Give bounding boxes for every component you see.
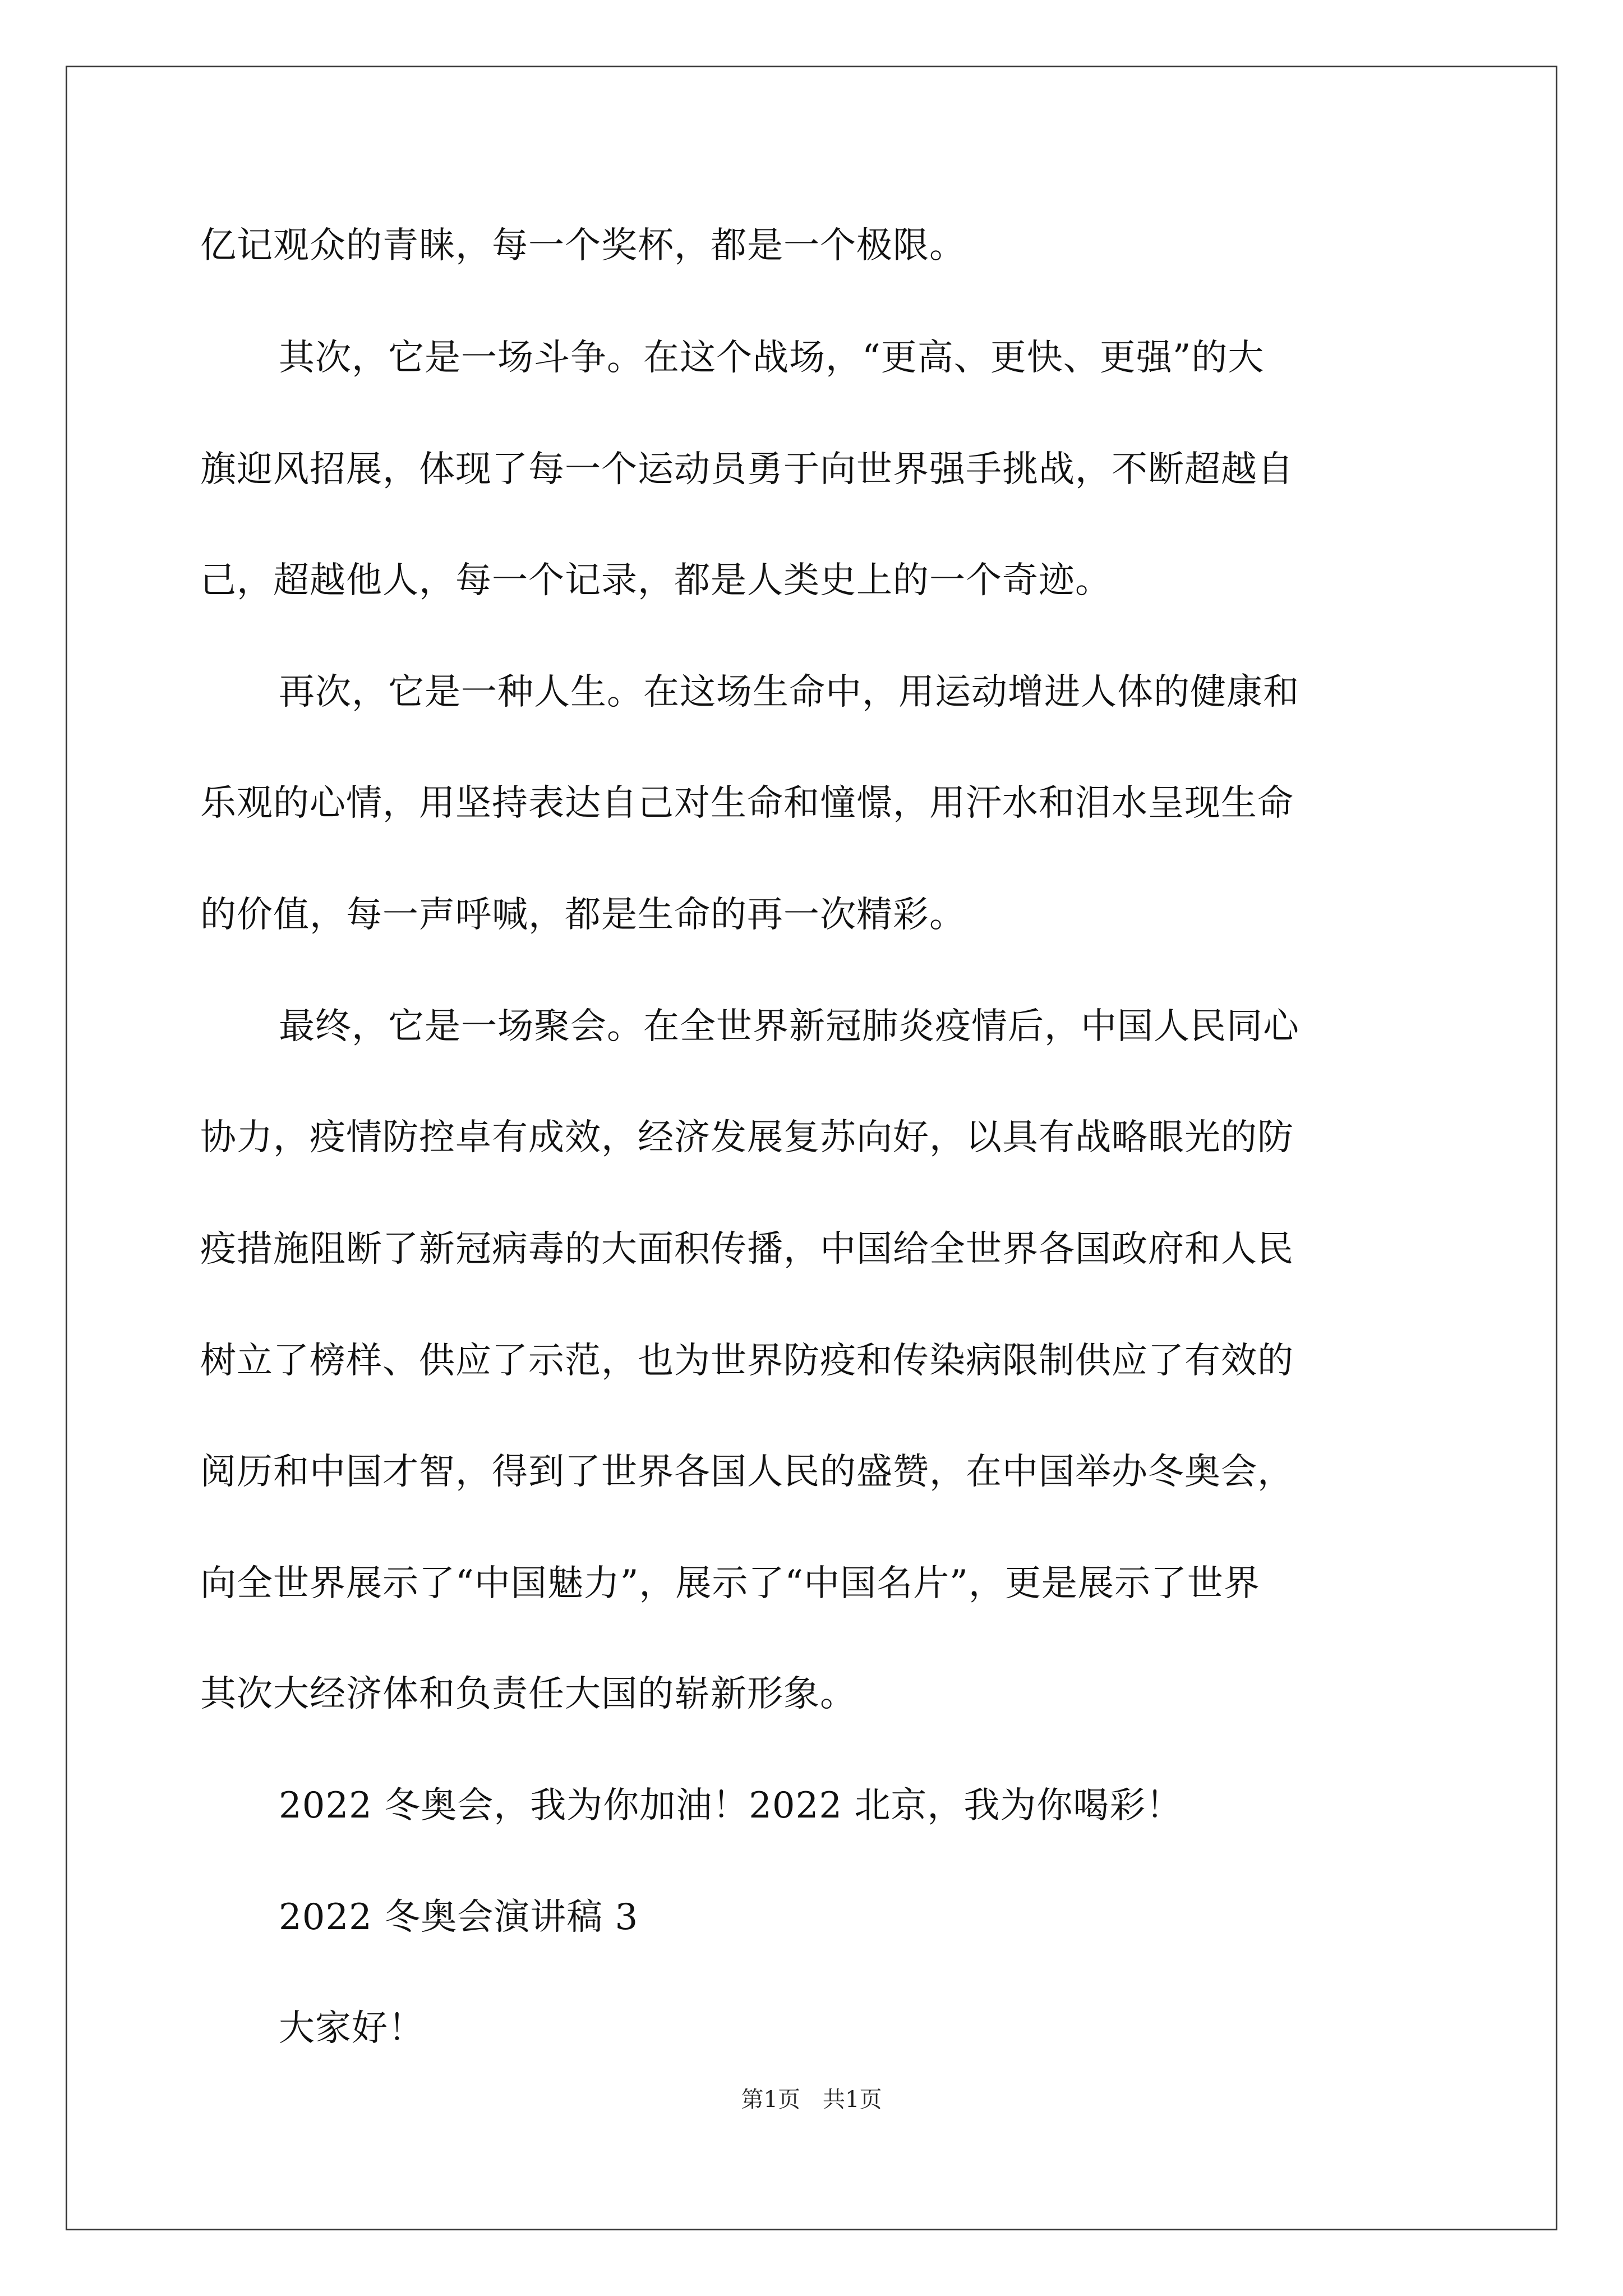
text-line: 的价值，每一声呼喊，都是生命的再一次精彩。 — [200, 894, 966, 936]
text-line: 协力，疫情防控卓有成效，经济发展复苏向好，以具有战略眼光的防 — [200, 1117, 1294, 1158]
text-line: 向全世界展示了“中国魅力”，展示了“中国名片”，更是展示了世界 — [200, 1563, 1260, 1604]
paragraph-start-line: 最终，它是一场聚会。在全世界新冠肺炎疫情后，中国人民同心 — [279, 1006, 1299, 1047]
text-line: 疫措施阻断了新冠病毒的大面积传播，中国给全世界各国政府和人民 — [200, 1228, 1294, 1270]
paragraph-start-line: 其次，它是一场斗争。在这个战场，“更高、更快、更强”的大 — [279, 337, 1265, 379]
page-number: 第1页 共1页 — [741, 2087, 882, 2113]
section-title: 2022 冬奥会演讲稿 3 — [279, 1897, 639, 1938]
page-footer — [0, 2086, 1623, 2114]
text-line: 阅历和中国才智，得到了世界各国人民的盛赞，在中国举办冬奥会， — [200, 1451, 1294, 1493]
text-line: 旗迎风招展，体现了每一个运动员勇于向世界强手挑战，不断超越自 — [200, 449, 1294, 490]
text-line: 乐观的心情，用坚持表达自己对生命和憧憬，用汗水和泪水呈现生命 — [200, 783, 1294, 824]
text-line: 亿记观众的青睐，每一个奖杯，都是一个极限。 — [200, 225, 966, 266]
paragraph-start-line: 2022 冬奥会，我为你加油！2022 北京，我为你喝彩！ — [279, 1785, 1183, 1826]
paragraph-start-line: 再次，它是一种人生。在这场生命中，用运动增进人体的健康和 — [279, 671, 1299, 713]
greeting-line: 大家好！ — [279, 2008, 425, 2049]
text-line: 其次大经济体和负责任大国的崭新形象。 — [200, 1673, 856, 1715]
text-line: 己，超越他人，每一个记录，都是人类史上的一个奇迹。 — [200, 560, 1112, 601]
text-line: 树立了榜样、供应了示范，也为世界防疫和传染病限制供应了有效的 — [200, 1340, 1294, 1382]
